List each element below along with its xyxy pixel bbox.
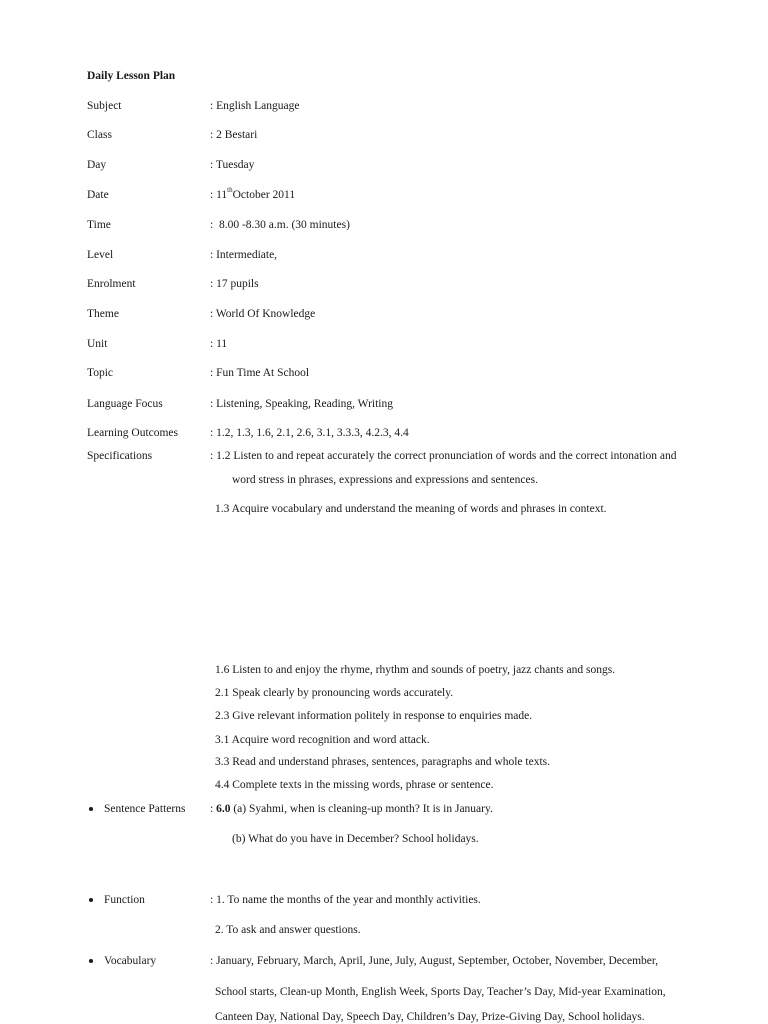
function-line-1: : 1. To name the months of the year and monthly activities. xyxy=(210,894,481,906)
field-label-topic: Topic xyxy=(87,367,114,379)
field-value-learning-outcomes: : 1.2, 1.3, 1.6, 2.1, 2.6, 3.1, 3.3.3, 4.2.3, 4.4 xyxy=(210,427,409,439)
field-value-theme: : World Of Knowledge xyxy=(210,308,316,320)
field-value-language-focus: : Listening, Speaking, Reading, Writing xyxy=(210,398,393,410)
field-label-learning-outcomes: Learning Outcomes xyxy=(87,427,179,439)
field-label-level: Level xyxy=(87,249,114,261)
field-value-unit: : 11 xyxy=(210,338,228,350)
field-label-unit: Unit xyxy=(87,338,108,350)
specifications-label: Specifications xyxy=(87,450,153,462)
specification-1-2-continued: word stress in phrases, expressions and expressions and sentences. xyxy=(232,474,538,486)
field-value-level: : Intermediate, xyxy=(210,249,278,261)
sentence-pattern-b: (b) What do you have in December? School holidays. xyxy=(232,833,479,845)
field-value-topic: : Fun Time At School xyxy=(210,367,310,379)
specification-1-3: 1.3 Acquire vocabulary and understand the meaning of words and phrases in context. xyxy=(215,503,607,515)
field-value-day: : Tuesday xyxy=(210,159,255,171)
specification-2-3: 2.3 Give relevant information politely in response to enquiries made. xyxy=(215,710,533,722)
sentence-pattern-a-text: (a) Syahmi, when is cleaning-up month? It is in January. xyxy=(230,803,493,815)
specification-3-1: 3.1 Acquire word recognition and word attack. xyxy=(215,734,430,746)
date-ordinal: th xyxy=(227,186,233,195)
date-day: : 11 xyxy=(210,189,228,201)
specification-1-6: 1.6 Listen to and enjoy the rhyme, rhythm and sounds of poetry, jazz chants and songs. xyxy=(215,664,616,676)
field-label-theme: Theme xyxy=(87,308,119,320)
sentence-patterns-label: Sentence Patterns xyxy=(104,803,186,815)
function-label: Function xyxy=(104,894,145,906)
bullet-icon xyxy=(89,807,93,811)
sentence-pattern-colon: : xyxy=(210,803,217,815)
vocabulary-line-1: : January, February, March, April, June, July, August, September, October, November, December, xyxy=(210,955,659,967)
field-value-time: : 8.00 -8.30 a.m. (30 minutes) xyxy=(210,219,350,231)
bullet-icon xyxy=(89,959,93,963)
field-label-time: Time xyxy=(87,219,111,231)
field-label-date: Date xyxy=(87,189,109,201)
vocabulary-label: Vocabulary xyxy=(104,955,157,967)
field-value-class: : 2 Bestari xyxy=(210,129,258,141)
function-line-2: 2. To ask and answer questions. xyxy=(215,924,361,936)
bullet-icon xyxy=(89,898,93,902)
specification-2-1: 2.1 Speak clearly by pronouncing words accurately. xyxy=(215,687,454,699)
field-value-date xyxy=(210,188,295,202)
field-label-day: Day xyxy=(87,159,107,171)
sentence-pattern-a xyxy=(210,802,493,816)
field-label-language-focus: Language Focus xyxy=(87,398,163,410)
field-value-subject: : English Language xyxy=(210,100,300,112)
date-rest: October 2011 xyxy=(232,189,296,201)
field-label-class: Class xyxy=(87,129,112,141)
specification-4-4: 4.4 Complete texts in the missing words, phrase or sentence. xyxy=(215,779,494,791)
field-label-enrolment: Enrolment xyxy=(87,278,136,290)
sentence-pattern-number: 6.0 xyxy=(216,803,231,815)
specification-1-2: : 1.2 Listen to and repeat accurately the correct pronunciation of words and the correct intonation and xyxy=(210,450,677,462)
vocabulary-line-3: Canteen Day, National Day, Speech Day, Children’s Day, Prize-Giving Day, School holidays. xyxy=(215,1011,645,1023)
field-label-subject: Subject xyxy=(87,100,122,112)
field-value-enrolment: : 17 pupils xyxy=(210,278,259,290)
specification-3-3: 3.3 Read and understand phrases, sentences, paragraphs and whole texts. xyxy=(215,756,550,768)
document-title: Daily Lesson Plan xyxy=(87,70,176,82)
vocabulary-line-2: School starts, Clean-up Month, English Week, Sports Day, Teacher’s Day, Mid-year Examination, xyxy=(215,986,666,998)
